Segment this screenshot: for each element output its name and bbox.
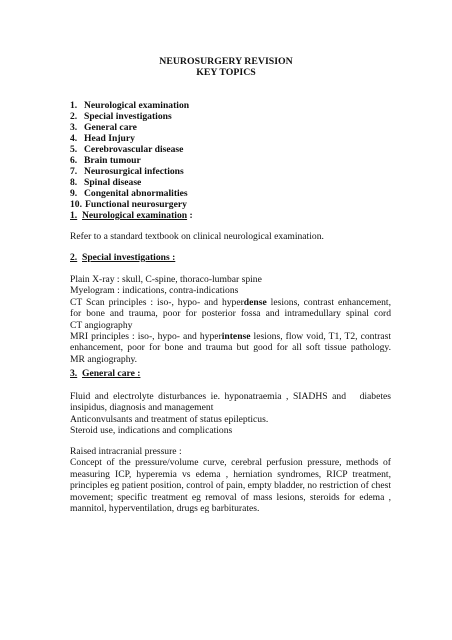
paragraph-line: for bone and trauma, poor for posterior fossa and intramedullary spinal cord	[70, 308, 391, 320]
list-item: 9. Congenital abnormalities	[70, 188, 188, 199]
paragraph-line: measuring ICP, hyperemia vs edema , herniation syndromes, RICP treatment,	[70, 468, 391, 480]
document-title: NEUROSURGERY REVISION	[159, 56, 293, 67]
section-1-text	[70, 231, 391, 242]
paragraph-line: Refer to a standard textbook on clinical neurological examination.	[70, 231, 324, 242]
paragraph-line: CT angiography	[70, 319, 133, 331]
list-item: 2. Special investigations	[70, 111, 172, 122]
paragraph-line: movement; specific treatment eg removal of mass lesions, steroids for edema ,	[70, 491, 391, 503]
list-item: 6. Brain tumour	[70, 155, 141, 166]
list-item: 1. Neurological examination	[70, 100, 190, 111]
paragraph-line: mannitol, hyperventilation, drugs eg barbiturates.	[70, 502, 260, 514]
list-item: 7. Neurosurgical infections	[70, 166, 184, 177]
paragraph-line: Myelogram : indications, contra-indications	[70, 285, 239, 297]
section-3-icp	[70, 446, 391, 514]
paragraph-line: Raised intracranial pressure :	[70, 446, 182, 457]
topics-list	[70, 100, 189, 210]
paragraph-line: principles eg patient position, control of pain, empty bladder, no restriction of chest	[70, 480, 391, 492]
paragraph-line: MRI principles : iso-, hypo- and hyperintense lesions, flow void, T1, T2, contrast	[70, 330, 391, 342]
paragraph-line: Steroid use, indications and complications	[70, 425, 233, 437]
paragraph-line: insipidus, diagnosis and management	[70, 402, 214, 414]
section-2-heading: 2. Special investigations :	[70, 252, 176, 263]
paragraph-line: Anticonvulsants and treatment of status epilepticus.	[70, 413, 269, 425]
section-1-heading: 1. Neurological examination :	[70, 210, 193, 221]
section-3-body	[70, 391, 391, 437]
section-2-body	[70, 274, 391, 365]
list-item: 4. Head Injury	[70, 133, 135, 144]
paragraph-line: Fluid and electrolyte disturbances ie. hyponatraemia , SIADHS and diabetes	[70, 391, 391, 402]
list-item: 5. Cerebrovascular disease	[70, 144, 184, 155]
list-item: 3. General care	[70, 122, 137, 133]
list-item: 10. Functional neurosurgery	[70, 199, 187, 210]
paragraph-line: CT Scan principles : iso-, hypo- and hyperdense lesions, contrast enhancement,	[70, 296, 391, 308]
paragraph-line: MR angiography.	[70, 353, 138, 365]
document-subtitle: KEY TOPICS	[196, 67, 256, 78]
paragraph-line: Plain X-ray : skull, C-spine, thoraco-lumbar spine	[70, 274, 262, 285]
paragraph-line: Concept of the pressure/volume curve, cerebral perfusion pressure, methods of	[70, 457, 391, 469]
paragraph-line: enhancement, poor for bone and trauma but good for all soft tissue pathology.	[70, 342, 391, 354]
section-3-heading: 3. General care :	[70, 368, 141, 379]
list-item: 8. Spinal disease	[70, 177, 142, 188]
